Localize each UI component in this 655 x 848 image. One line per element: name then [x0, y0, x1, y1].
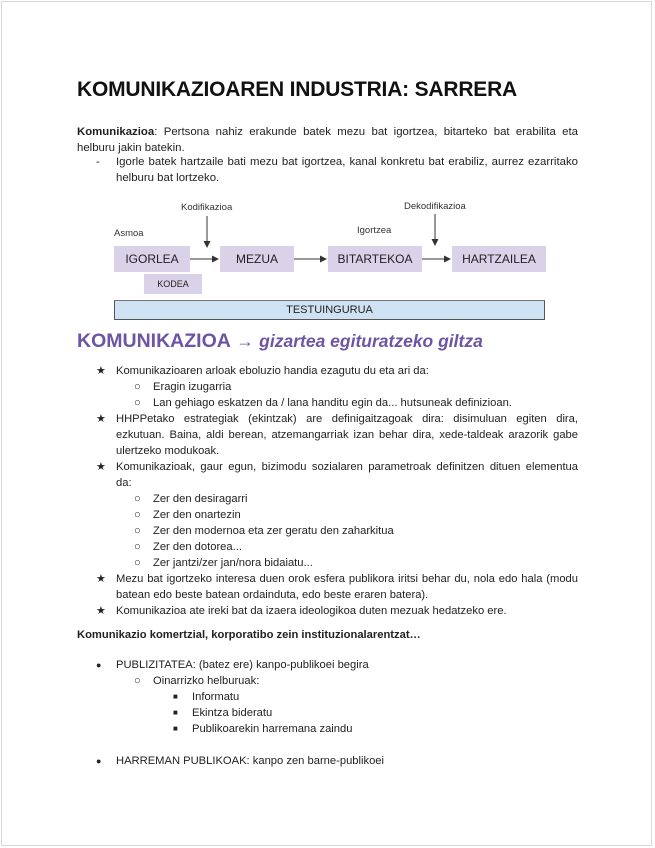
- intro-term: Komunikazioa: [77, 126, 155, 138]
- heading-arrow: →: [236, 331, 254, 351]
- star-item-text: Komunikazioaren arloak eboluzio handia ezagutu du eta ari da:: [116, 365, 429, 377]
- box-hartzailea: HARTZAILEA: [452, 246, 546, 272]
- circle-item: [96, 555, 578, 571]
- circle-item: [96, 673, 578, 689]
- square-item: [96, 705, 578, 721]
- circle-item: [96, 379, 578, 395]
- circle-item-text: Zer den modernoa eta zer geratu den zaharkitua: [153, 525, 394, 537]
- label-kodifikazioa: Kodifikazioa: [181, 202, 233, 213]
- box-mezua: MEZUA: [220, 246, 294, 272]
- bullet-item-text: PUBLIZITATEA: (batez ere) kanpo-publikoei begira: [116, 659, 369, 671]
- section3-list: [96, 657, 578, 769]
- square-item: [96, 721, 578, 737]
- circle-item-text: Zer den dotorea...: [153, 541, 242, 553]
- circle-item: [96, 523, 578, 539]
- circle-marker: ○: [134, 397, 141, 409]
- context-bar: TESTUINGURUA: [114, 301, 545, 320]
- circle-item: [96, 507, 578, 523]
- bullet-item-text: HARREMAN PUBLIKOAK: kanpo zen barne-publikoei: [116, 755, 385, 767]
- circle-marker: ○: [134, 675, 141, 687]
- star-item-text: Komunikazioak, gaur egun, bizimodu sozialaren parametroak definitzen dituen elementua da:: [116, 461, 578, 489]
- circle-marker: ○: [134, 557, 141, 569]
- dash-item-text: Igorle batek hartzaile bati mezu bat igortzea, kanal konkretu bat erabiliz, aurrez ezarritako helburu bat lortzeko.: [116, 156, 578, 184]
- star-list: [96, 363, 578, 619]
- square-item-text: Publikoarekin harremana zaindu: [192, 723, 353, 735]
- label-dekodifikazioa: Dekodifikazioa: [404, 201, 466, 212]
- page-title: KOMUNIKAZIOAREN INDUSTRIA: SARRERA: [77, 78, 518, 101]
- box-kodea: KODEA: [144, 274, 202, 294]
- circle-marker: ○: [134, 493, 141, 505]
- star-item-4: [96, 571, 578, 603]
- dash-marker: -: [96, 156, 100, 168]
- bullet-item-harreman-publikoak: [96, 753, 578, 769]
- bullet-item-publizitatea: [96, 657, 578, 673]
- star-marker: ★: [96, 365, 106, 377]
- square-marker: ■: [173, 724, 178, 733]
- circle-item-text: Eragin izugarria: [153, 381, 232, 393]
- label-igortzea: Igortzea: [357, 225, 392, 236]
- circle-item-text: Oinarrizko helburuak:: [153, 675, 260, 687]
- star-item-text: HHPPetako estrategiak (ekintzak) are definigaitzagoak dira: disimuluan egiten dira, ezkutuan. Baina, aldi berean, atzemangarriak izan behar dira, xede-taldeak arazorik gabe ulertzeko modukoak.: [116, 413, 578, 457]
- heading-sub: gizartea egituratzeko giltza: [259, 331, 483, 351]
- square-item: [96, 689, 578, 705]
- bullet-marker: ●: [96, 756, 102, 766]
- square-item-text: Ekintza bideratu: [192, 707, 273, 719]
- circle-item-text: Zer jantzi/zer jan/nora bidaiatu...: [153, 557, 313, 569]
- star-item-text: Komunikazioa ate ireki bat da izaera ideologikoa duten mezuak hedatzeko ere.: [116, 605, 507, 617]
- label-asmoa: Asmoa: [114, 228, 144, 239]
- star-marker: ★: [96, 413, 106, 425]
- circle-marker: ○: [134, 509, 141, 521]
- star-item-text: Mezu bat igortzeko interesa duen orok esfera publikora iritsi behar du, nola edo hala (modu batean edo beste batean ordainduta, edo beste eraren batera).: [116, 573, 578, 601]
- circle-marker: ○: [134, 381, 141, 393]
- circle-item: [96, 491, 578, 507]
- bullet-marker: ●: [96, 660, 102, 670]
- box-bitartekoa: BITARTEKOA: [328, 246, 422, 272]
- star-item-1: [96, 363, 578, 379]
- circle-item: [96, 395, 578, 411]
- square-marker: ■: [173, 692, 178, 701]
- circle-item-text: Zer den desiragarri: [153, 493, 248, 505]
- intro-definition: : Pertsona nahiz erakunde batek mezu bat igortzea, bitarteko bat erabilita eta helburu jakin batekin.: [77, 126, 578, 154]
- circle-marker: ○: [134, 525, 141, 537]
- section3-heading: Komunikazio komertzial, korporatibo zein instituzionalarentzat…: [77, 629, 421, 641]
- circle-marker: ○: [134, 541, 141, 553]
- circle-item: [96, 539, 578, 555]
- star-item-3: [96, 459, 578, 491]
- circle-item-text: Lan gehiago eskatzen da / lana handitu egin da... hutsuneak definizioan.: [153, 397, 512, 409]
- star-item-5: [96, 603, 578, 619]
- star-marker: ★: [96, 461, 106, 473]
- square-marker: ■: [173, 708, 178, 717]
- star-marker: ★: [96, 605, 106, 617]
- circle-item-text: Zer den onartezin: [153, 509, 241, 521]
- box-igorlea: IGORLEA: [114, 246, 190, 272]
- star-marker: ★: [96, 573, 106, 585]
- section-heading: [77, 330, 483, 353]
- star-item-2: [96, 411, 578, 459]
- heading-main: KOMUNIKAZIOA: [77, 330, 231, 352]
- square-item-text: Informatu: [192, 691, 240, 703]
